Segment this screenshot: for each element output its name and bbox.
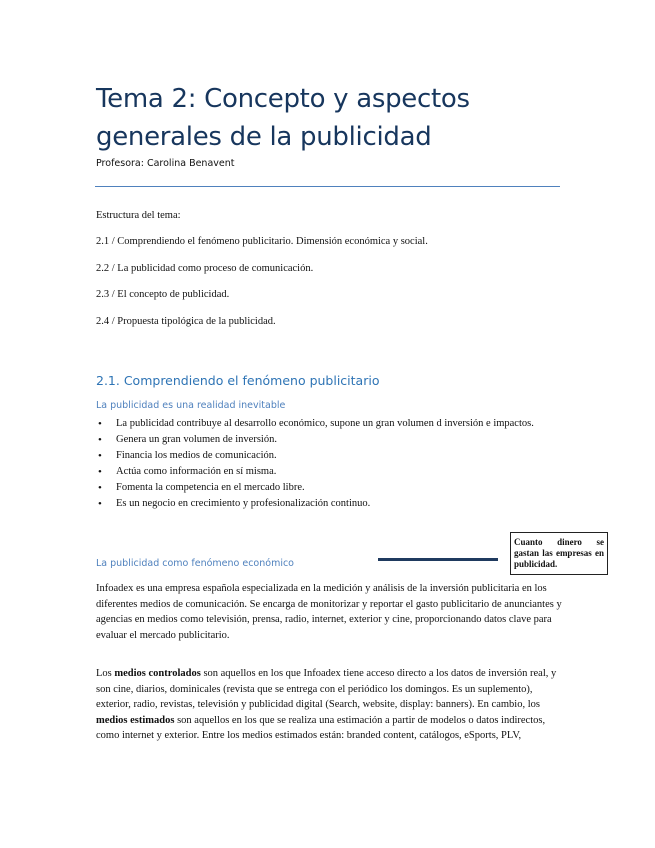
paragraph-text: son aquellos en los que se realiza una estimación a partir de modelos o datos indirectos, como internet y exterior. Entre los medios estimados están: branded content, catálogos, eSports, PLV, xyxy=(96,714,546,741)
list-item: • Fomenta la competencia en el mercado libre. xyxy=(96,480,566,496)
paragraph xyxy=(96,666,566,744)
callout-box: Cuanto dinero se gastan las empresas en publicidad. xyxy=(510,532,608,575)
toc-heading: Estructura del tema: xyxy=(96,210,181,221)
paragraph: Infoadex es una empresa española especializada en la medición y análisis de la inversión publicitaria en los diferentes medios de comunicación. Se encarga de monitorizar y reportar el gasto publicitario de anunciantes y agencias en medios como televisión, prensa, radio, internet, exterior y cine, proporcionando datos clave para evaluar el mercado publicitario. xyxy=(96,583,562,641)
list-item: • La publicidad contribuye al desarrollo económico, supone un gran volumen d inversión e impactos. xyxy=(96,416,566,432)
document-subtitle: Profesora: Carolina Benavent xyxy=(96,158,235,169)
arrow-line xyxy=(378,558,498,561)
list-item: • Actúa como información en sí misma. xyxy=(96,464,566,480)
bold-term: medios estimados xyxy=(96,714,175,726)
bold-term: medios controlados xyxy=(114,668,201,679)
subsection-heading: La publicidad es una realidad inevitable xyxy=(96,400,286,411)
list-item: • Genera un gran volumen de inversión. xyxy=(96,432,566,448)
list-item: • Es un negocio en crecimiento y profesionalización continuo. xyxy=(96,496,566,512)
bullet-list xyxy=(96,416,566,512)
toc-item: 2.4 / Propuesta tipológica de la publicidad. xyxy=(96,316,276,327)
paragraph-text: Los xyxy=(96,668,115,679)
paragraph-text: son aquellos en los que Infoadex tiene acceso directo a los datos de inversión real, y son cine, diarios, dominicales (revista que se entrega con el periódico los domingos. Es un suplemento), exterior, radio, revistas, televisión y publicidad digital (Search, website, display: banners). En cambio, los xyxy=(96,668,557,710)
list-item: • Financia los medios de comunicación. xyxy=(96,448,566,464)
section-heading: 2.1. Comprendiendo el fenómeno publicitario xyxy=(96,373,380,388)
title-divider xyxy=(95,186,560,187)
toc-item: 2.2 / La publicidad como proceso de comunicación. xyxy=(96,263,314,274)
subsection-heading: La publicidad como fenómeno económico xyxy=(96,558,294,569)
document-title: Tema 2: Concepto y aspectos generales de la publicidad xyxy=(96,84,470,152)
toc-item: 2.3 / El concepto de publicidad. xyxy=(96,289,230,300)
toc-item: 2.1 / Comprendiendo el fenómeno publicitario. Dimensión económica y social. xyxy=(96,236,428,247)
